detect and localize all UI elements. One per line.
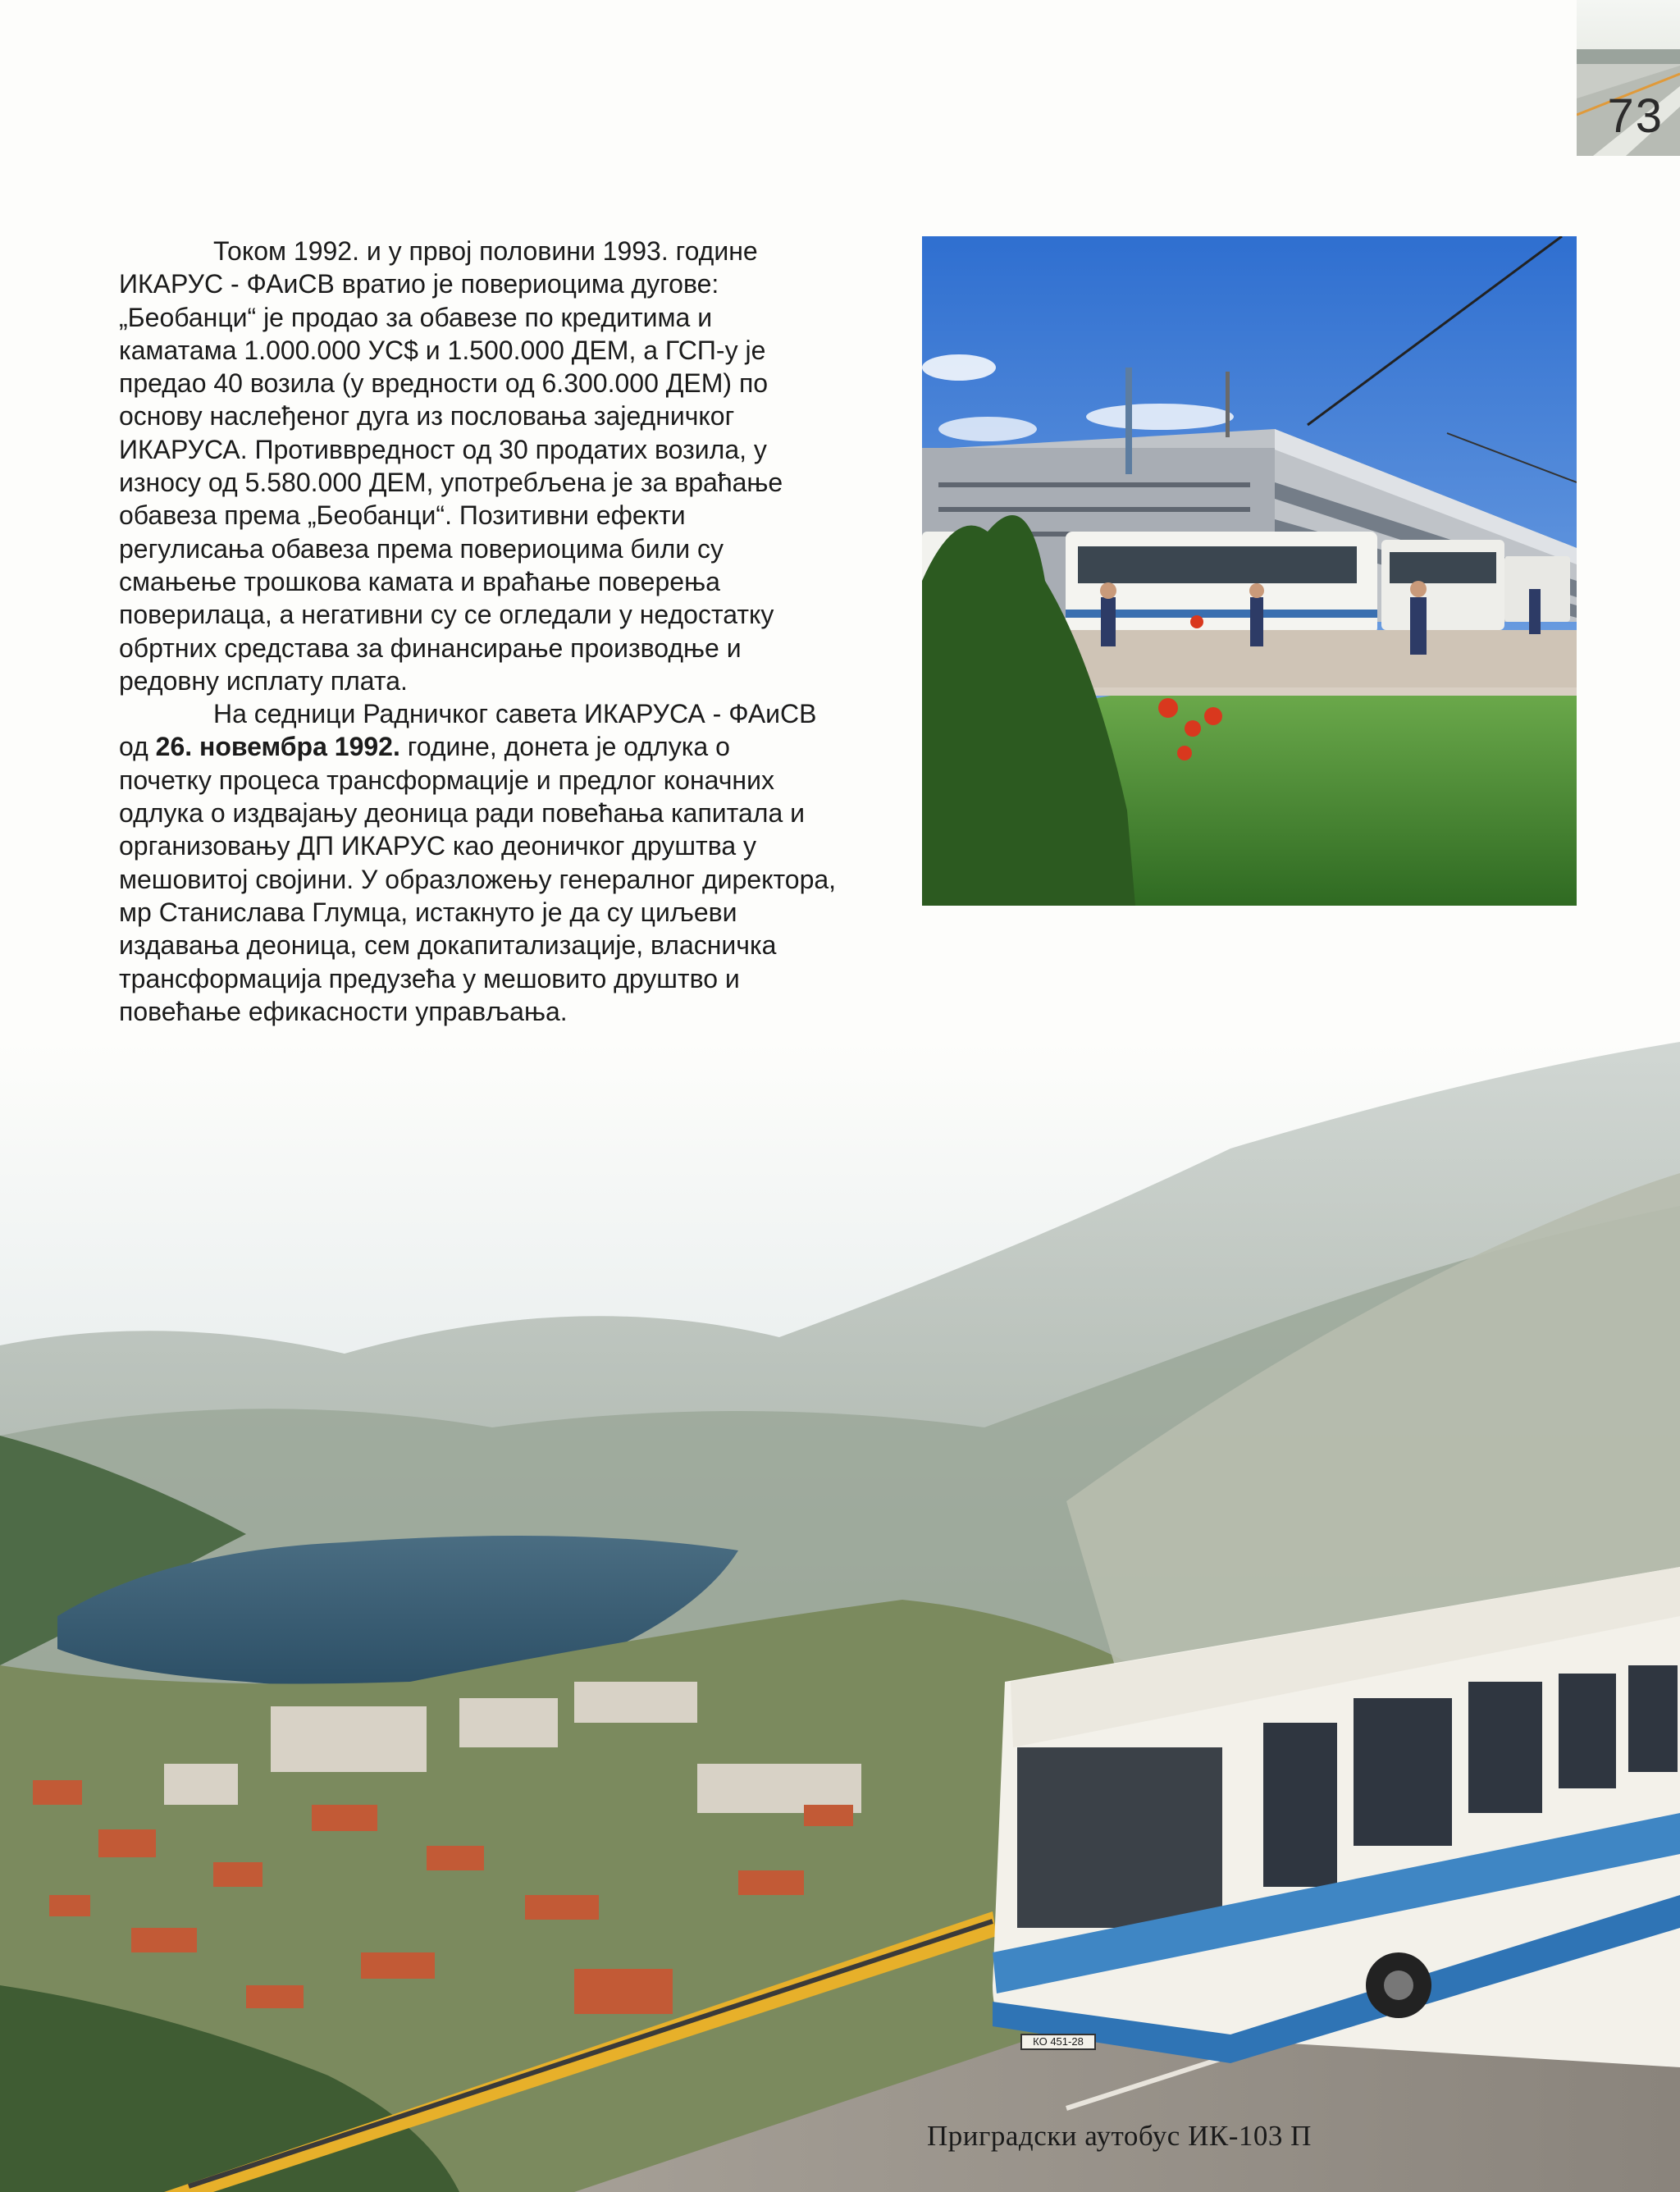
page-number: 73 (1607, 89, 1664, 143)
text-line: поверилаца, а негативни су се огледали у недостатку (119, 600, 774, 630)
text-line: предао 40 возила (у вредности од 6.300.000 ДЕМ) по (119, 368, 769, 399)
text-line: „Беобанци“ је продао за обавезе по кредитима и (119, 302, 713, 332)
paragraph-1 (119, 235, 882, 697)
factory-photo (922, 236, 1577, 906)
text-line: почетку процеса трансформације и предлог коначних (119, 765, 774, 795)
text-line: обртних средстава за финансирање производње и (119, 632, 742, 663)
text-line: смањење трошкова камата и враћање поверења (119, 566, 720, 596)
text-line: Током 1992. и у првој половини 1993. године (213, 236, 758, 266)
text-line: регулисања обавеза према повериоцима били су (119, 533, 724, 564)
text-line: мешовитој својини. У образложењу генералног директора, (119, 864, 837, 894)
text-line: ИКАРУСА. Противвредност од 30 продатих возила, у (119, 434, 767, 464)
text-line: обавеза према „Беобанци“. Позитивни ефекти (119, 500, 686, 531)
paragraph-2 (119, 697, 882, 1028)
photo-caption: Приградски аутобус ИК-103 П (927, 2120, 1312, 2152)
text-line: мр Станислава Глумца, истакнуто је да су циљеви (119, 897, 737, 927)
text-line: издавања деоница, сем докапитализације, власничка (119, 930, 777, 961)
text-line: организовању ДП ИКАРУС као деоничког друштва у (119, 831, 757, 861)
text-line: повећање ефикасности управљања. (119, 996, 568, 1026)
text-line: ИКАРУС - ФАиСВ вратио је повериоцима дугове: (119, 269, 719, 299)
text-line: године, донета је одлука о (399, 732, 730, 762)
bus-license-plate: КО 451-28 (1033, 2035, 1084, 2048)
text-line: редовну исплату плата. (119, 665, 408, 696)
text-line: основу наслеђеног дуга из пословања заједничког (119, 401, 735, 432)
text-line: каматама 1.000.000 УС$ и 1.500.000 ДЕМ, а ГСП-у је (119, 335, 766, 365)
landscape-photo-kotor (0, 1042, 1680, 2192)
text-line: од (119, 732, 156, 762)
body-text (119, 235, 882, 1028)
text-line: трансформација предузећа у мешовито друштво и (119, 963, 740, 993)
text-line: На седници Радничког савета ИКАРУСА - ФАиСВ (213, 699, 817, 729)
text-line: износу од 5.580.000 ДЕМ, употребљена је за враћање (119, 468, 783, 498)
highlighted-date: 26. новембра 1992. (155, 732, 400, 762)
text-line: одлука о издвајању деоница ради повећања капитала и (119, 798, 805, 829)
